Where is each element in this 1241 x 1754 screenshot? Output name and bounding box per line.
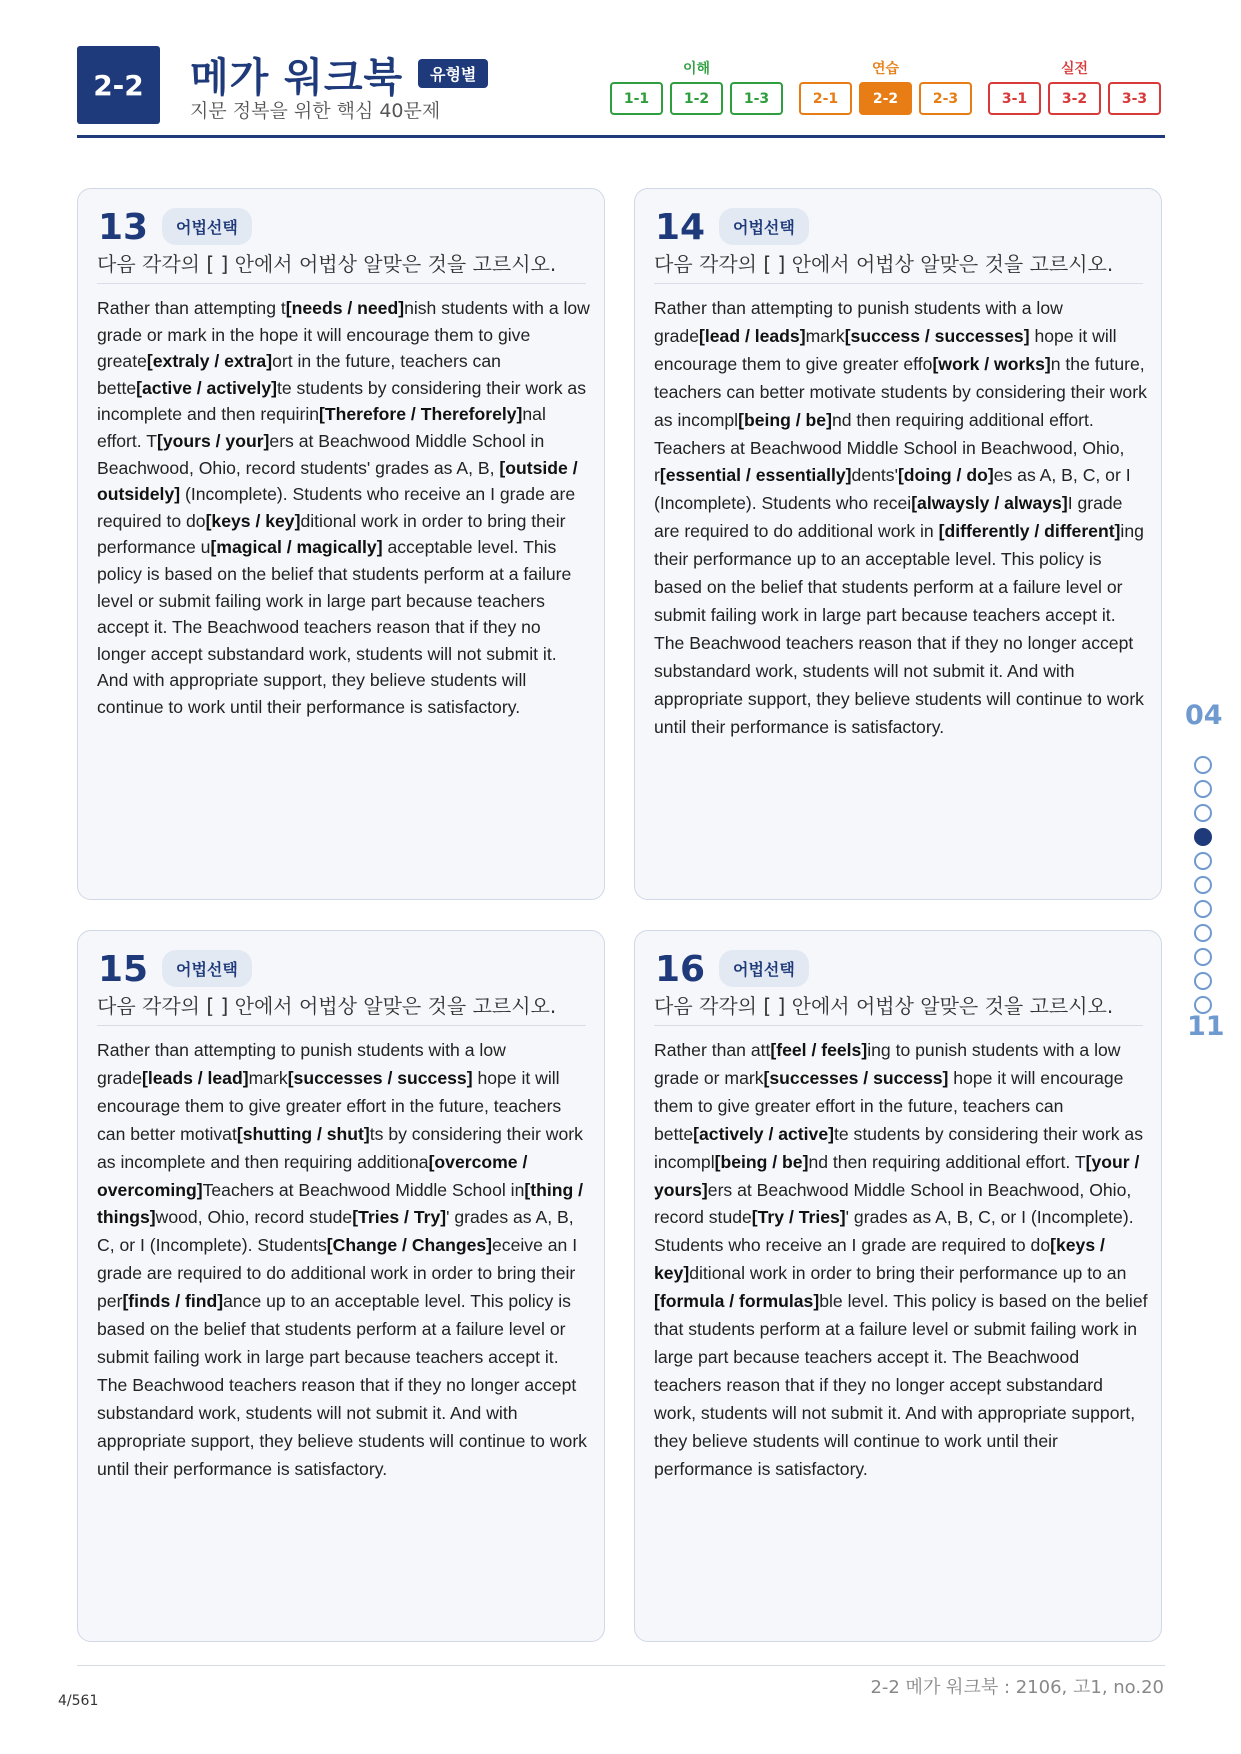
passage-text: Rather than attempting t: [97, 298, 286, 318]
question-passage: [97, 295, 591, 721]
question-passage: [654, 295, 1148, 742]
passage-text: te students by considering their work as incompl: [654, 1123, 1143, 1172]
grammar-choice[interactable]: [your / yours]: [654, 1151, 1140, 1200]
nav-group-actual: [988, 58, 1161, 115]
nav-button-1-1[interactable]: 1-1: [610, 82, 663, 115]
question-type-badge: 어법선택: [719, 950, 809, 987]
progress-dot[interactable]: [1194, 924, 1212, 942]
nav-button-2-2[interactable]: 2-2: [859, 82, 912, 115]
passage-text: ditional work in order to bring their performance up to an: [689, 1263, 1127, 1284]
passage-text: nd then requiring additional effort. Teachers at Beachwood Middle School in Beachwood, Ohio, r: [654, 409, 1125, 486]
passage-text: Rather than attempting to punish students with a low grade: [654, 298, 1063, 346]
progress-dot[interactable]: [1194, 804, 1212, 822]
question-instruction: 다음 각각의 [ ] 안에서 어법상 알맞은 것을 고르시오.: [654, 990, 1143, 1026]
passage-text: eceive an I grade are required to do additional work in order to bring their per: [97, 1235, 578, 1312]
question-instruction: 다음 각각의 [ ] 안에서 어법상 알맞은 것을 고르시오.: [97, 990, 586, 1026]
nav-button-3-2[interactable]: 3-2: [1048, 82, 1101, 115]
nav-button-3-1[interactable]: 3-1: [988, 82, 1041, 115]
passage-text: ble level. This policy is based on the belief that students perform at a failure level or submit failing work in large part because teachers accept it. The Beachwood teachers reason that if they no longer accept substandard work, students will not submit it. And with appropriate support, they believe students will continue to work until their performance is satisfactory.: [654, 1291, 1148, 1479]
nav-group-practice: [799, 58, 972, 115]
grammar-choice[interactable]: [Try / Tries]: [751, 1207, 846, 1228]
grammar-choice[interactable]: [outside / outsidely]: [97, 457, 578, 505]
question-card-13: [77, 188, 605, 900]
passage-text: ' grades as A, B, C, or I (Incomplete). Students who receive an I grade are required to do: [654, 1207, 1134, 1256]
passage-text: Rather than att: [654, 1040, 771, 1060]
passage-text: (Incomplete). Students who receive an I grade are required to do: [97, 484, 576, 531]
question-number: 16: [655, 949, 706, 990]
passage-text: mark: [805, 325, 845, 346]
progress-dot[interactable]: [1194, 948, 1212, 966]
grammar-choice[interactable]: [being / be]: [738, 409, 832, 430]
passage-text: mark: [248, 1067, 288, 1088]
grammar-choice[interactable]: [shutting / shut]: [236, 1123, 370, 1144]
question-number: 13: [98, 207, 149, 248]
passage-text: Rather than attempting to punish students with a low grade: [97, 1040, 506, 1088]
progress-dot[interactable]: [1194, 756, 1212, 774]
question-card-15: [77, 930, 605, 1642]
passage-text: n the future, teachers can better motivate students by considering their work as incompl: [654, 353, 1147, 430]
passage-text: hope it will encourage them to give greater effort in the future, teachers can bette: [654, 1067, 1124, 1144]
nav-button-2-3[interactable]: 2-3: [919, 82, 972, 115]
progress-dot[interactable]: [1194, 852, 1212, 870]
type-badge: 유형별: [418, 59, 488, 88]
grammar-choice[interactable]: [successes / success]: [287, 1067, 473, 1088]
question-number: 14: [655, 207, 706, 248]
passage-text: es as A, B, C, or I (Incomplete). Students who recei: [654, 465, 1131, 514]
nav-group-label: 이해: [682, 61, 711, 77]
progress-start-label: 04: [1185, 700, 1223, 731]
grammar-choice[interactable]: [success / successes]: [844, 325, 1030, 346]
passage-text: ' grades as A, B, C, or I (Incomplete). Students: [97, 1207, 574, 1256]
progress-dots: [1191, 756, 1215, 1020]
question-card-16: [634, 930, 1162, 1642]
question-passage: [654, 1037, 1148, 1484]
nav-group-label: 연습: [871, 61, 900, 77]
grammar-choice[interactable]: [alwaysly / always]: [911, 493, 1068, 514]
passage-text: nd then requiring additional effort. T: [808, 1151, 1086, 1172]
nav-button-2-1[interactable]: 2-1: [799, 82, 852, 115]
page-number: 4/561: [58, 1693, 99, 1709]
progress-dot[interactable]: [1194, 828, 1212, 846]
page-header: [77, 46, 1165, 138]
grammar-choice[interactable]: [actively / active]: [693, 1123, 834, 1144]
nav-button-1-2[interactable]: 1-2: [670, 82, 723, 115]
question-card-14: [634, 188, 1162, 900]
question-instruction: 다음 각각의 [ ] 안에서 어법상 알맞은 것을 고르시오.: [654, 248, 1143, 284]
passage-text: ing to punish students with a low grade or mark: [654, 1040, 1121, 1088]
footer-source: 2-2 메가 워크북 : 2106, 고1, no.20: [870, 1677, 1164, 1698]
passage-text: hope it will encourage them to give greater effort in the future, teachers can better motivat: [97, 1067, 562, 1144]
grammar-choice[interactable]: [yours / your]: [156, 430, 270, 451]
grammar-choice[interactable]: [needs / need]: [285, 298, 405, 318]
grammar-choice[interactable]: [overcome / overcoming]: [97, 1151, 528, 1200]
progress-dot[interactable]: [1194, 972, 1212, 990]
grammar-choice[interactable]: [Tries / Try]: [352, 1207, 447, 1228]
grammar-choice[interactable]: [successes / success]: [763, 1067, 949, 1088]
passage-text: ance up to an acceptable level. This policy is based on the belief that students perform at a failure level or submit failing work in large part because teachers accept it. The Beachwood teachers reason that if they no longer accept substandard work, students will not submit it. And with appropriate support, they believe students will continue to work until their performance is satisfactory.: [97, 1291, 587, 1479]
passage-text: nish students: [404, 298, 508, 318]
passage-text: ers at Beachwood Middle School in Beachwood, Ohio, record students' grades as A, B,: [97, 430, 545, 478]
grammar-choice[interactable]: [extraly / extra]: [146, 351, 273, 372]
nav-group-understanding: [610, 58, 783, 115]
page-title: 메가 워크북: [190, 55, 404, 101]
passage-text: I grade are required to do additional work in: [654, 493, 1123, 542]
unit-badge: 2-2: [77, 46, 160, 124]
grammar-choice[interactable]: [keys / key]: [654, 1235, 1105, 1284]
progress-dot[interactable]: [1194, 780, 1212, 798]
page-subtitle: 지문 정복을 위한 핵심 40문제: [190, 100, 441, 122]
grammar-choice[interactable]: [lead / leads]: [699, 325, 806, 346]
passage-text: ort in the future, teachers can bette: [97, 351, 501, 398]
passage-text: ts by considering their work as incomplete and then requiring additiona: [97, 1123, 583, 1172]
grammar-choice[interactable]: [Therefore / Thereforely]: [319, 404, 523, 425]
passage-text: hope it will encourage them to give greater effo: [654, 325, 1117, 374]
nav-button-1-3[interactable]: 1-3: [730, 82, 783, 115]
passage-text: Teachers at Beachwood Middle School in: [202, 1179, 525, 1200]
grammar-choice[interactable]: [magical / magically]: [210, 537, 383, 558]
grammar-choice[interactable]: [leads / lead]: [142, 1067, 249, 1088]
question-type-badge: 어법선택: [719, 208, 809, 245]
grammar-choice[interactable]: [formula / formulas]: [654, 1291, 820, 1312]
nav-button-3-3[interactable]: 3-3: [1108, 82, 1161, 115]
grammar-choice[interactable]: [keys / key]: [205, 510, 301, 531]
passage-text: ditional work in order to bring their performance u: [97, 510, 566, 558]
footer-divider: [77, 1665, 1165, 1666]
question-number: 15: [98, 949, 149, 990]
grammar-choice[interactable]: [Change / Changes]: [326, 1235, 492, 1256]
passage-text: acceptable level. This policy is based on the belief that students perform at a failure level or submit failing work in large part because teachers accept it. The Beachwood teachers reason that if they no longer accept substandard work, students will not submit it. And with appropriate support, they believe students will continue to work until their performance is satisfactory.: [97, 537, 572, 717]
passage-text: dents': [851, 465, 898, 486]
nav-group-label: 실전: [1060, 61, 1089, 77]
progress-end-label: 11: [1187, 1011, 1225, 1042]
grammar-choice[interactable]: [essential / essentially]: [659, 465, 852, 486]
question-type-badge: 어법선택: [162, 950, 252, 987]
passage-text: nal effort. T: [97, 404, 546, 451]
grammar-choice[interactable]: [feel / feels]: [770, 1040, 868, 1060]
progress-dot[interactable]: [1194, 900, 1212, 918]
grammar-choice[interactable]: [being / be]: [714, 1151, 809, 1172]
passage-text: ing their performance up to an acceptable level. This policy is based on the belief that students perform at a failure level or submit failing work in large part because teachers accept it. The Beachwood teachers reason that if they no longer accept substandard work, students will not submit it. And with appropriate support, they believe students will continue to work until their performance is satisfactory.: [654, 521, 1144, 737]
grammar-choice[interactable]: [doing / do]: [897, 465, 994, 486]
passage-text: ers at Beachwood Middle School in Beachwood, Ohio, record stude: [654, 1179, 1132, 1228]
grammar-choice[interactable]: [work / works]: [932, 353, 1051, 374]
progress-dot[interactable]: [1194, 876, 1212, 894]
question-type-badge: 어법선택: [162, 208, 252, 245]
question-passage: [97, 1037, 591, 1484]
grammar-choice[interactable]: [finds / find]: [122, 1291, 224, 1312]
grammar-choice[interactable]: [thing / things]: [97, 1179, 583, 1228]
passage-text: wood, Ohio, record stude: [155, 1207, 353, 1228]
question-instruction: 다음 각각의 [ ] 안에서 어법상 알맞은 것을 고르시오.: [97, 248, 586, 284]
grammar-choice[interactable]: [differently / different]: [938, 521, 1121, 542]
grammar-choice[interactable]: [active / actively]: [136, 377, 277, 398]
passage-text: with a low grade or mark in the hope it will encourage them to give greate: [97, 298, 590, 372]
passage-text: te students by considering their work as incomplete and then requirin: [97, 377, 586, 425]
